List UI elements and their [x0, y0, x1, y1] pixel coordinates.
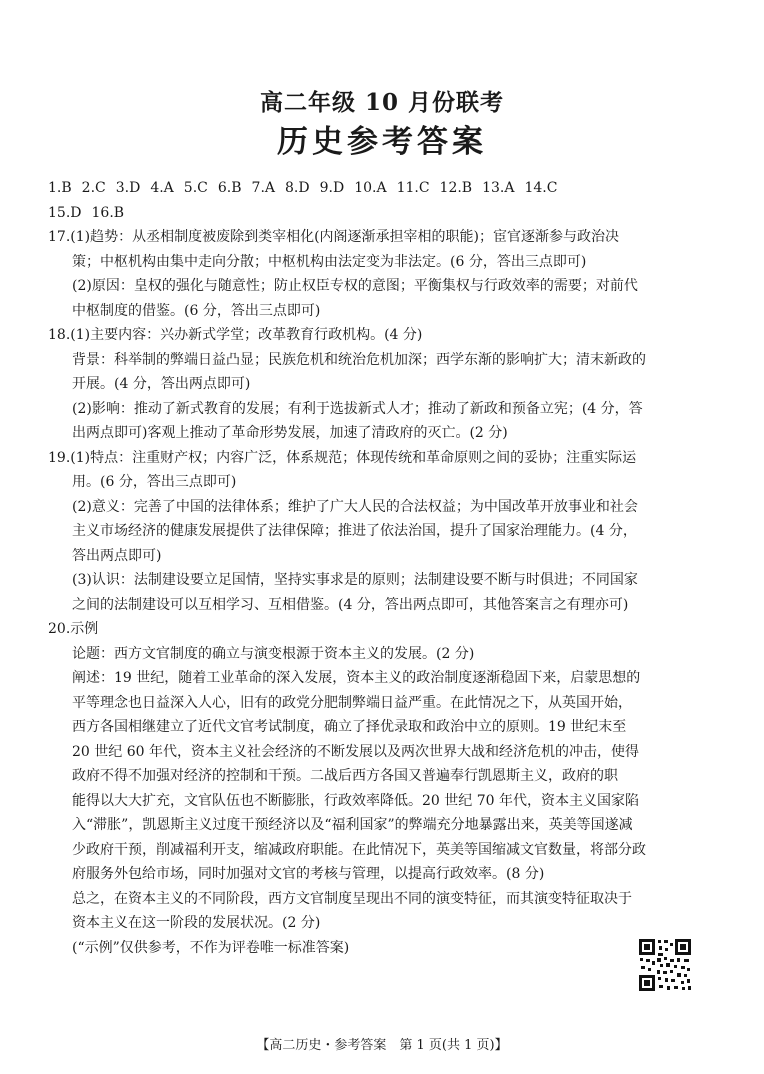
- qr-code-icon: [637, 937, 693, 993]
- mcq-answer: 10.A: [354, 180, 387, 196]
- mcq-answer: 7.A: [251, 180, 275, 196]
- mcq-answer: 5.C: [183, 180, 208, 196]
- mcq-answer: 6.B: [217, 180, 242, 196]
- q19-line: 19.(1)特点：注重财产权；内容广泛，体系规范；体现传统和革命原则之间的妥协；注重实际运: [48, 449, 637, 466]
- q20-line: 20.示例: [48, 621, 99, 637]
- mcq-answer: 14.C: [524, 180, 558, 196]
- q17-line: 中枢制度的借鉴。(6 分，答出三点即可): [72, 302, 321, 319]
- q19-line: (3)认识：法制建设要立足国情，坚持实事求是的原则；法制建设要不断与时俱进；不同国家: [72, 572, 638, 588]
- q19-line: 用。(6 分，答出三点即可): [72, 474, 237, 490]
- q19-line: (2)意义：完善了中国的法律体系；维护了广大人民的合法权益；为中国改革开放事业和社会: [72, 498, 638, 515]
- q20-line: (“示例”仅供参考，不作为评卷唯一标准答案): [72, 939, 350, 956]
- q20-line: 入“滞胀”，凯恩斯主义过度干预经济以及“福利国家”的弊端充分地暴露出来，英美等国遂减: [72, 817, 633, 833]
- mcq-answers-line-2: [48, 201, 708, 226]
- mcq-answer: 2.C: [81, 180, 106, 196]
- q20-line: 能得以大大扩充，文官队伍也不断膨胀，行政效率降低。20 世纪 70 年代，资本主义国家陷: [72, 792, 639, 809]
- page-footer: 【高二历史・参考答案 第 1 页(共 1 页)】: [256, 1038, 508, 1053]
- q19-line: 之间的法制建设可以互相学习、互相借鉴。(4 分，答出两点即可，其他答案言之有理亦可): [72, 596, 629, 613]
- mcq-answer: 8.D: [285, 180, 310, 196]
- q20-line: 府服务外包给市场，同时加强对文官的考核与管理，以提高行政效率。(8 分): [72, 866, 545, 882]
- mcq-answer: 12.B: [439, 180, 473, 196]
- q19-line: 答出两点即可): [72, 547, 162, 564]
- mcq-answer: 1.B: [48, 180, 72, 196]
- mcq-answer: 13.A: [482, 180, 515, 196]
- mcq-answer: 9.D: [319, 180, 345, 196]
- mcq-answer: 3.D: [115, 180, 141, 196]
- q18-line: 开展。(4 分，答出两点即可): [72, 376, 251, 392]
- q19-line: 主义市场经济的健康发展提供了法律保障；推进了依法治国，提升了国家治理能力。(4 分，: [72, 523, 637, 539]
- mcq-answer: 16.B: [91, 204, 125, 221]
- q20-line: 西方各国相继建立了近代文官考试制度，确立了择优录取和政治中立的原则。19 世纪末至: [72, 719, 627, 735]
- q17-line: 策；中枢机构由集中走向分散；中枢机构由法定变为非法定。(6 分，答出三点即可): [72, 253, 587, 270]
- q18-line: (2)影响：推动了新式教育的发展；有利于选拔新式人才；推动了新政和预备立宪；(4 分，答: [72, 400, 643, 417]
- exam-title: 高二年级 10 月份联考: [259, 89, 505, 116]
- q18-line: 18.(1)主要内容：兴办新式学堂；改革教育行政机构。(4 分): [48, 327, 423, 343]
- mcq-answer: 11.C: [396, 180, 430, 196]
- q17-line: 17.(1)趋势：从丞相制度被废除到类宰相化(内阁逐渐承担宰相的职能)；宦官逐渐参与政治决: [48, 229, 620, 245]
- q20-line: 论题：西方文官制度的确立与演变根源于资本主义的发展。(2 分): [72, 645, 475, 662]
- q20-line: 阐述：19 世纪，随着工业革命的深入发展，资本主义的政治制度逐渐稳固下来，启蒙思想的: [72, 670, 641, 686]
- q20-line: 总之，在资本主义的不同阶段，西方文官制度呈现出不同的演变特征，而其演变特征取决于: [72, 890, 632, 907]
- q18-line: 出两点即可)客观上推动了革命形势发展，加速了清政府的灭亡。(2 分): [72, 425, 508, 441]
- answer-key-title: 历史参考答案: [277, 124, 487, 160]
- mcq-answers-line-1: [48, 176, 708, 201]
- mcq-answer: 4.A: [150, 180, 174, 196]
- answer-body: [48, 176, 708, 960]
- q18-line: 背景：科举制的弊端日益凸显；民族危机和统治危机加深；西学东渐的影响扩大；清末新政的: [72, 351, 646, 368]
- q17-line: (2)原因：皇权的强化与随意性；防止权臣专权的意图；平衡集权与行政效率的需要；对前代: [72, 278, 638, 294]
- mcq-answer: 15.D: [48, 204, 82, 221]
- q20-line: 资本主义在这一阶段的发展状况。(2 分): [72, 915, 321, 931]
- q20-line: 少政府干预，削减福利开支，缩减政府职能。在此情况下，英美等国缩减文官数量，将部分政: [72, 841, 646, 858]
- q20-line: 20 世纪 60 年代，资本主义社会经济的不断发展以及两次世界大战和经济危机的冲击，使得: [72, 743, 639, 760]
- q20-line: 政府不得不加强对经济的控制和干预。二战后西方各国又普遍奉行凯恩斯主义，政府的职: [72, 768, 618, 784]
- q20-line: 平等理念也日益深入人心，旧有的政党分肥制弊端日益严重。在此情况之下，从英国开始，: [72, 694, 632, 711]
